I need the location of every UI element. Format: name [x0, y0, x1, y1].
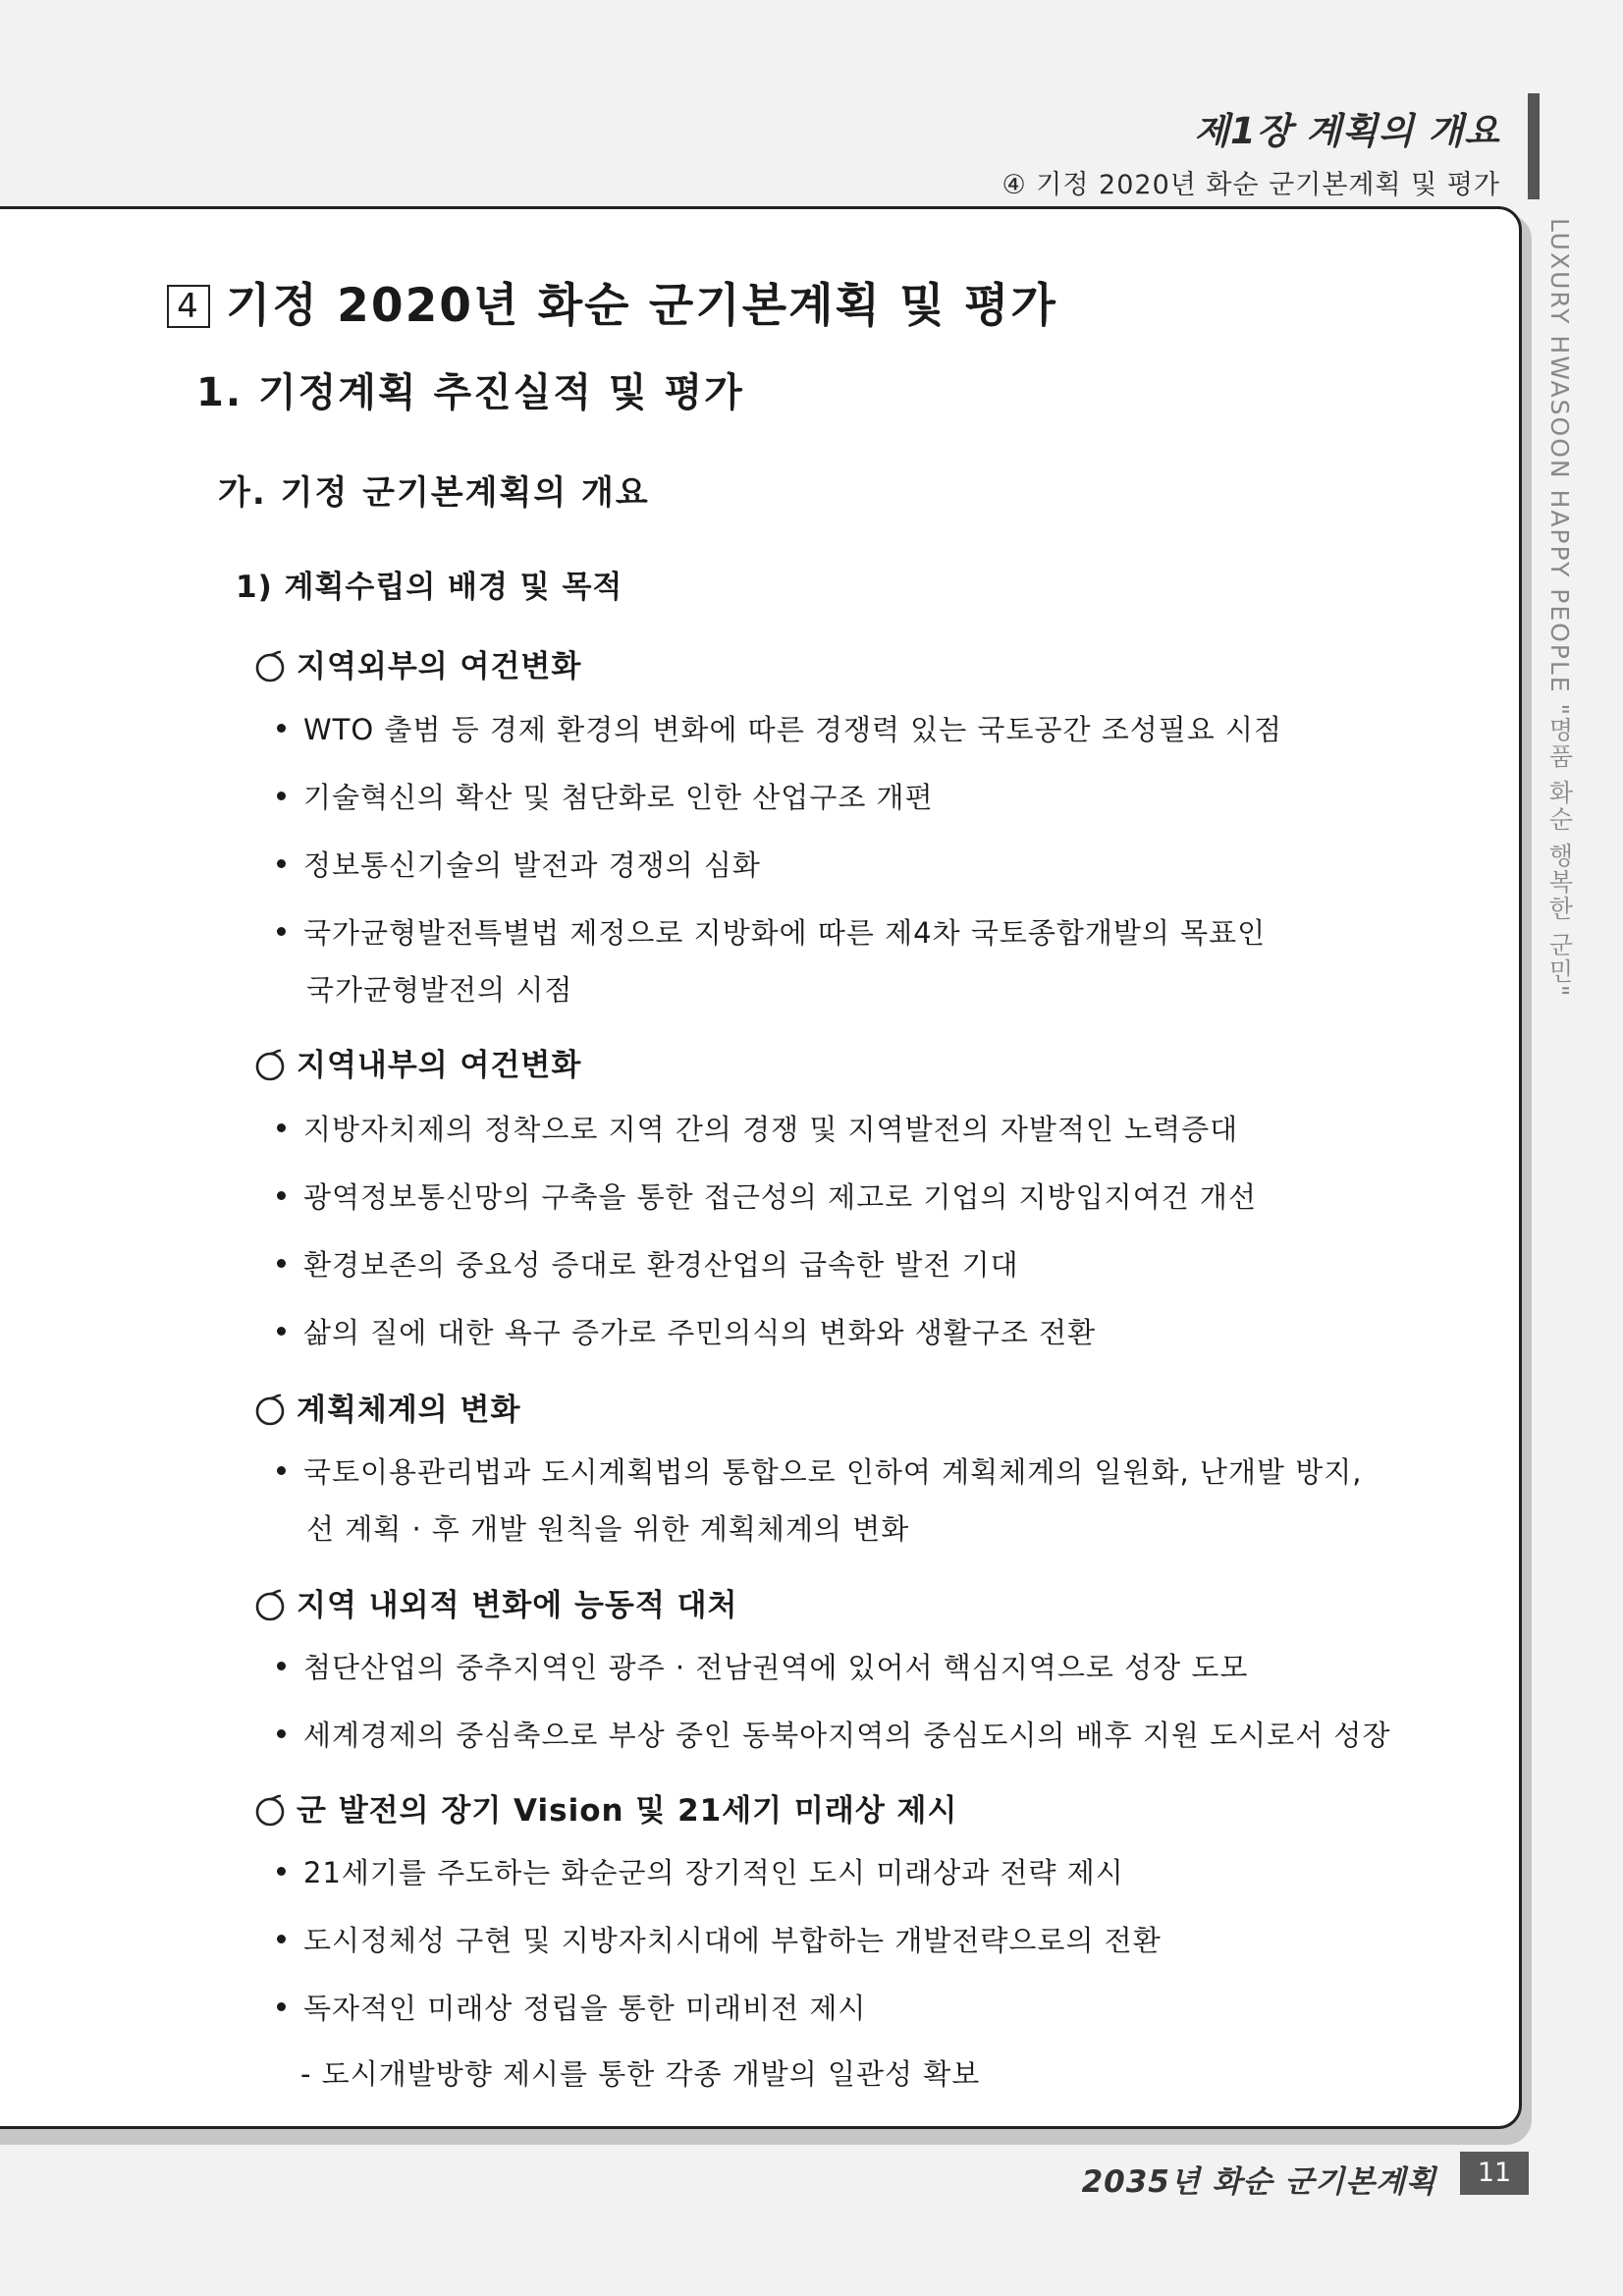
list-item-continuation: 선 계획 · 후 개발 원칙을 위한 계획체계의 변화	[306, 1512, 910, 1546]
list-item: 삶의 질에 대한 욕구 증가로 주민의식의 변화와 생활구조 전환	[277, 1311, 1096, 1351]
bullet-dot	[277, 859, 286, 868]
subsection-heading: 가. 기정 군기본계획의 개요	[218, 473, 650, 513]
list-item: 정보통신기술의 발전과 경쟁의 심화	[277, 844, 761, 884]
section-number-box: 4	[167, 285, 210, 328]
list-item: 세계경제의 중심축으로 부상 중인 동북아지역의 중심도시의 배후 지원 도시로서 성장	[277, 1714, 1390, 1754]
list-item: 국가균형발전특별법 제정으로 지방화에 따른 제4차 국토종합개발의 목표인	[277, 911, 1266, 952]
list-item-continuation: 국가균형발전의 시점	[306, 973, 573, 1007]
spiral-bullet-icon	[253, 1048, 287, 1081]
bullet-dot	[277, 1259, 286, 1268]
bullet-dot	[277, 1123, 286, 1132]
list-item: 독자적인 미래상 정립을 통한 미래비전 제시	[277, 1987, 866, 2027]
sub-list-item: - 도시개발방향 제시를 통한 각종 개발의 일관성 확보	[300, 2057, 981, 2091]
group-heading: 지역내부의 여건변화	[253, 1040, 581, 1084]
bullet-dot	[277, 1327, 286, 1336]
bullet-dot	[277, 1466, 286, 1475]
list-item: 첨단산업의 중추지역인 광주 · 전남권역에 있어서 핵심지역으로 성장 도모	[277, 1646, 1248, 1686]
list-item: 환경보존의 중요성 증대로 환경산업의 급속한 발전 기대	[277, 1243, 1019, 1284]
spiral-bullet-icon	[253, 1793, 287, 1827]
list-item: WTO 출범 등 경제 환경의 변화에 따른 경쟁력 있는 국토공간 조성필요 시점	[277, 708, 1282, 748]
bullet-dot	[277, 792, 286, 800]
running-header-section: ④ 기정 2020년 화순 군기본계획 및 평가	[1001, 170, 1500, 200]
section-heading: 1. 기정계획 추진실적 및 평가	[196, 370, 744, 415]
bullet-dot	[277, 1867, 286, 1876]
bullet-dot	[277, 1662, 286, 1670]
list-item: 도시정체성 구현 및 지방자치시대에 부합하는 개발전략으로의 전환	[277, 1919, 1162, 1959]
bullet-dot	[277, 1729, 286, 1738]
bullet-dot	[277, 724, 286, 733]
list-item: 광역정보통신망의 구축을 통한 접근성의 제고로 기업의 지방입지여건 개선	[277, 1175, 1257, 1216]
bullet-dot	[277, 2002, 286, 2011]
list-item: 기술혁신의 확산 및 첨단화로 인한 산업구조 개편	[277, 776, 934, 816]
bullet-dot	[277, 1935, 286, 1943]
running-header-chapter: 제1장 계획의 개요	[1194, 110, 1500, 152]
page-number: 11	[1460, 2152, 1529, 2195]
group-heading: 군 발전의 장기 Vision 및 21세기 미래상 제시	[253, 1785, 957, 1830]
spiral-bullet-icon	[253, 1393, 287, 1426]
page-title-text: 기정 2020년 화순 군기본계획 및 평가	[226, 279, 1057, 333]
list-item: 21세기를 주도하는 화순군의 장기적인 도시 미래상과 전략 제시	[277, 1851, 1124, 1891]
bullet-dot	[277, 1191, 286, 1200]
sub-subsection-heading: 1) 계획수립의 배경 및 목적	[236, 570, 623, 605]
spiral-bullet-icon	[253, 649, 287, 683]
list-item: 지방자치제의 정착으로 지역 간의 경쟁 및 지역발전의 자발적인 노력증대	[277, 1108, 1238, 1148]
group-heading: 계획체계의 변화	[253, 1385, 520, 1429]
group-heading: 지역 내외적 변화에 능동적 대처	[253, 1580, 737, 1624]
header-accent-bar	[1528, 93, 1540, 199]
page-title	[167, 269, 1057, 335]
side-slogan: LUXURY HWASOON HAPPY PEOPLE "명품 화순 행복한 군민"	[1545, 218, 1574, 999]
footer-title: 2035년 화순 군기본계획	[1081, 2164, 1436, 2200]
bullet-dot	[277, 927, 286, 936]
group-heading: 지역외부의 여건변화	[253, 641, 581, 685]
spiral-bullet-icon	[253, 1588, 287, 1621]
list-item: 국토이용관리법과 도시계획법의 통합으로 인하여 계획체계의 일원화, 난개발 방지,	[277, 1450, 1362, 1491]
